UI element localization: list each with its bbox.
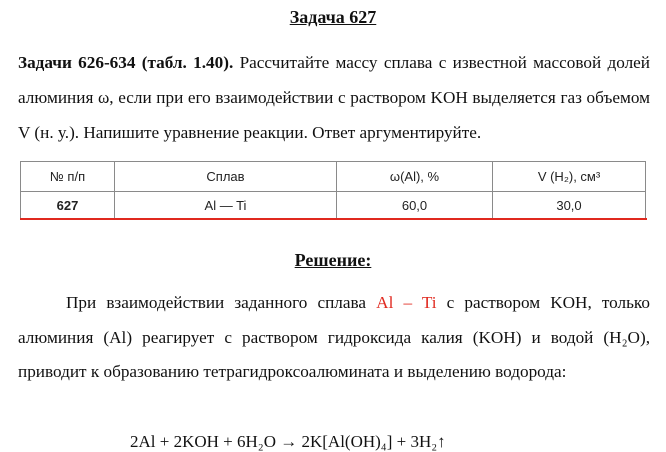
task-reference: Задачи 626-634 (табл. 1.40). <box>18 53 234 72</box>
task-text: Рассчитайте массу сплава с известной массовой долей алюминия ω, если при его взаимодействии с раствором KOH выделяется газ объемом V (н. у.). Напишите уравнение реакции. Ответ аргументируйте. <box>18 53 650 142</box>
cell-number: 627 <box>21 192 115 219</box>
page-title: Задача 627 <box>289 7 377 27</box>
solution-heading: Решение: <box>294 250 372 270</box>
alloy-highlight: Al – Ti <box>376 293 437 312</box>
cell-volume: 30,0 <box>493 192 646 219</box>
solution-part1: При взаимодействии заданного сплава <box>66 293 377 312</box>
col-header-alloy: Сплав <box>115 162 337 192</box>
solution-text <box>18 286 650 390</box>
cell-alloy: Al — Ti <box>115 192 337 219</box>
col-header-volume: V (H₂), см³ <box>493 162 646 192</box>
table-row <box>21 192 646 219</box>
row-highlight-underline <box>20 218 647 220</box>
reaction-equation: 2Al + 2KOH + 6H₂O → 2K[Al(OH)₄] + 3H₂↑ <box>130 432 446 451</box>
solution-part2: с раствором KOH, только алюминия (Al) реагирует с раствором гидроксида калия (KOH) и водой (H₂O), приводит к образованию тетрагидроксоалюмината и выделению водорода: <box>18 293 650 381</box>
col-header-number: № п/п <box>21 162 115 192</box>
col-header-omega: ω(Al), % <box>337 162 493 192</box>
data-table <box>20 161 646 219</box>
task-statement <box>18 45 650 150</box>
table-header-row <box>21 162 646 192</box>
cell-omega: 60,0 <box>337 192 493 219</box>
